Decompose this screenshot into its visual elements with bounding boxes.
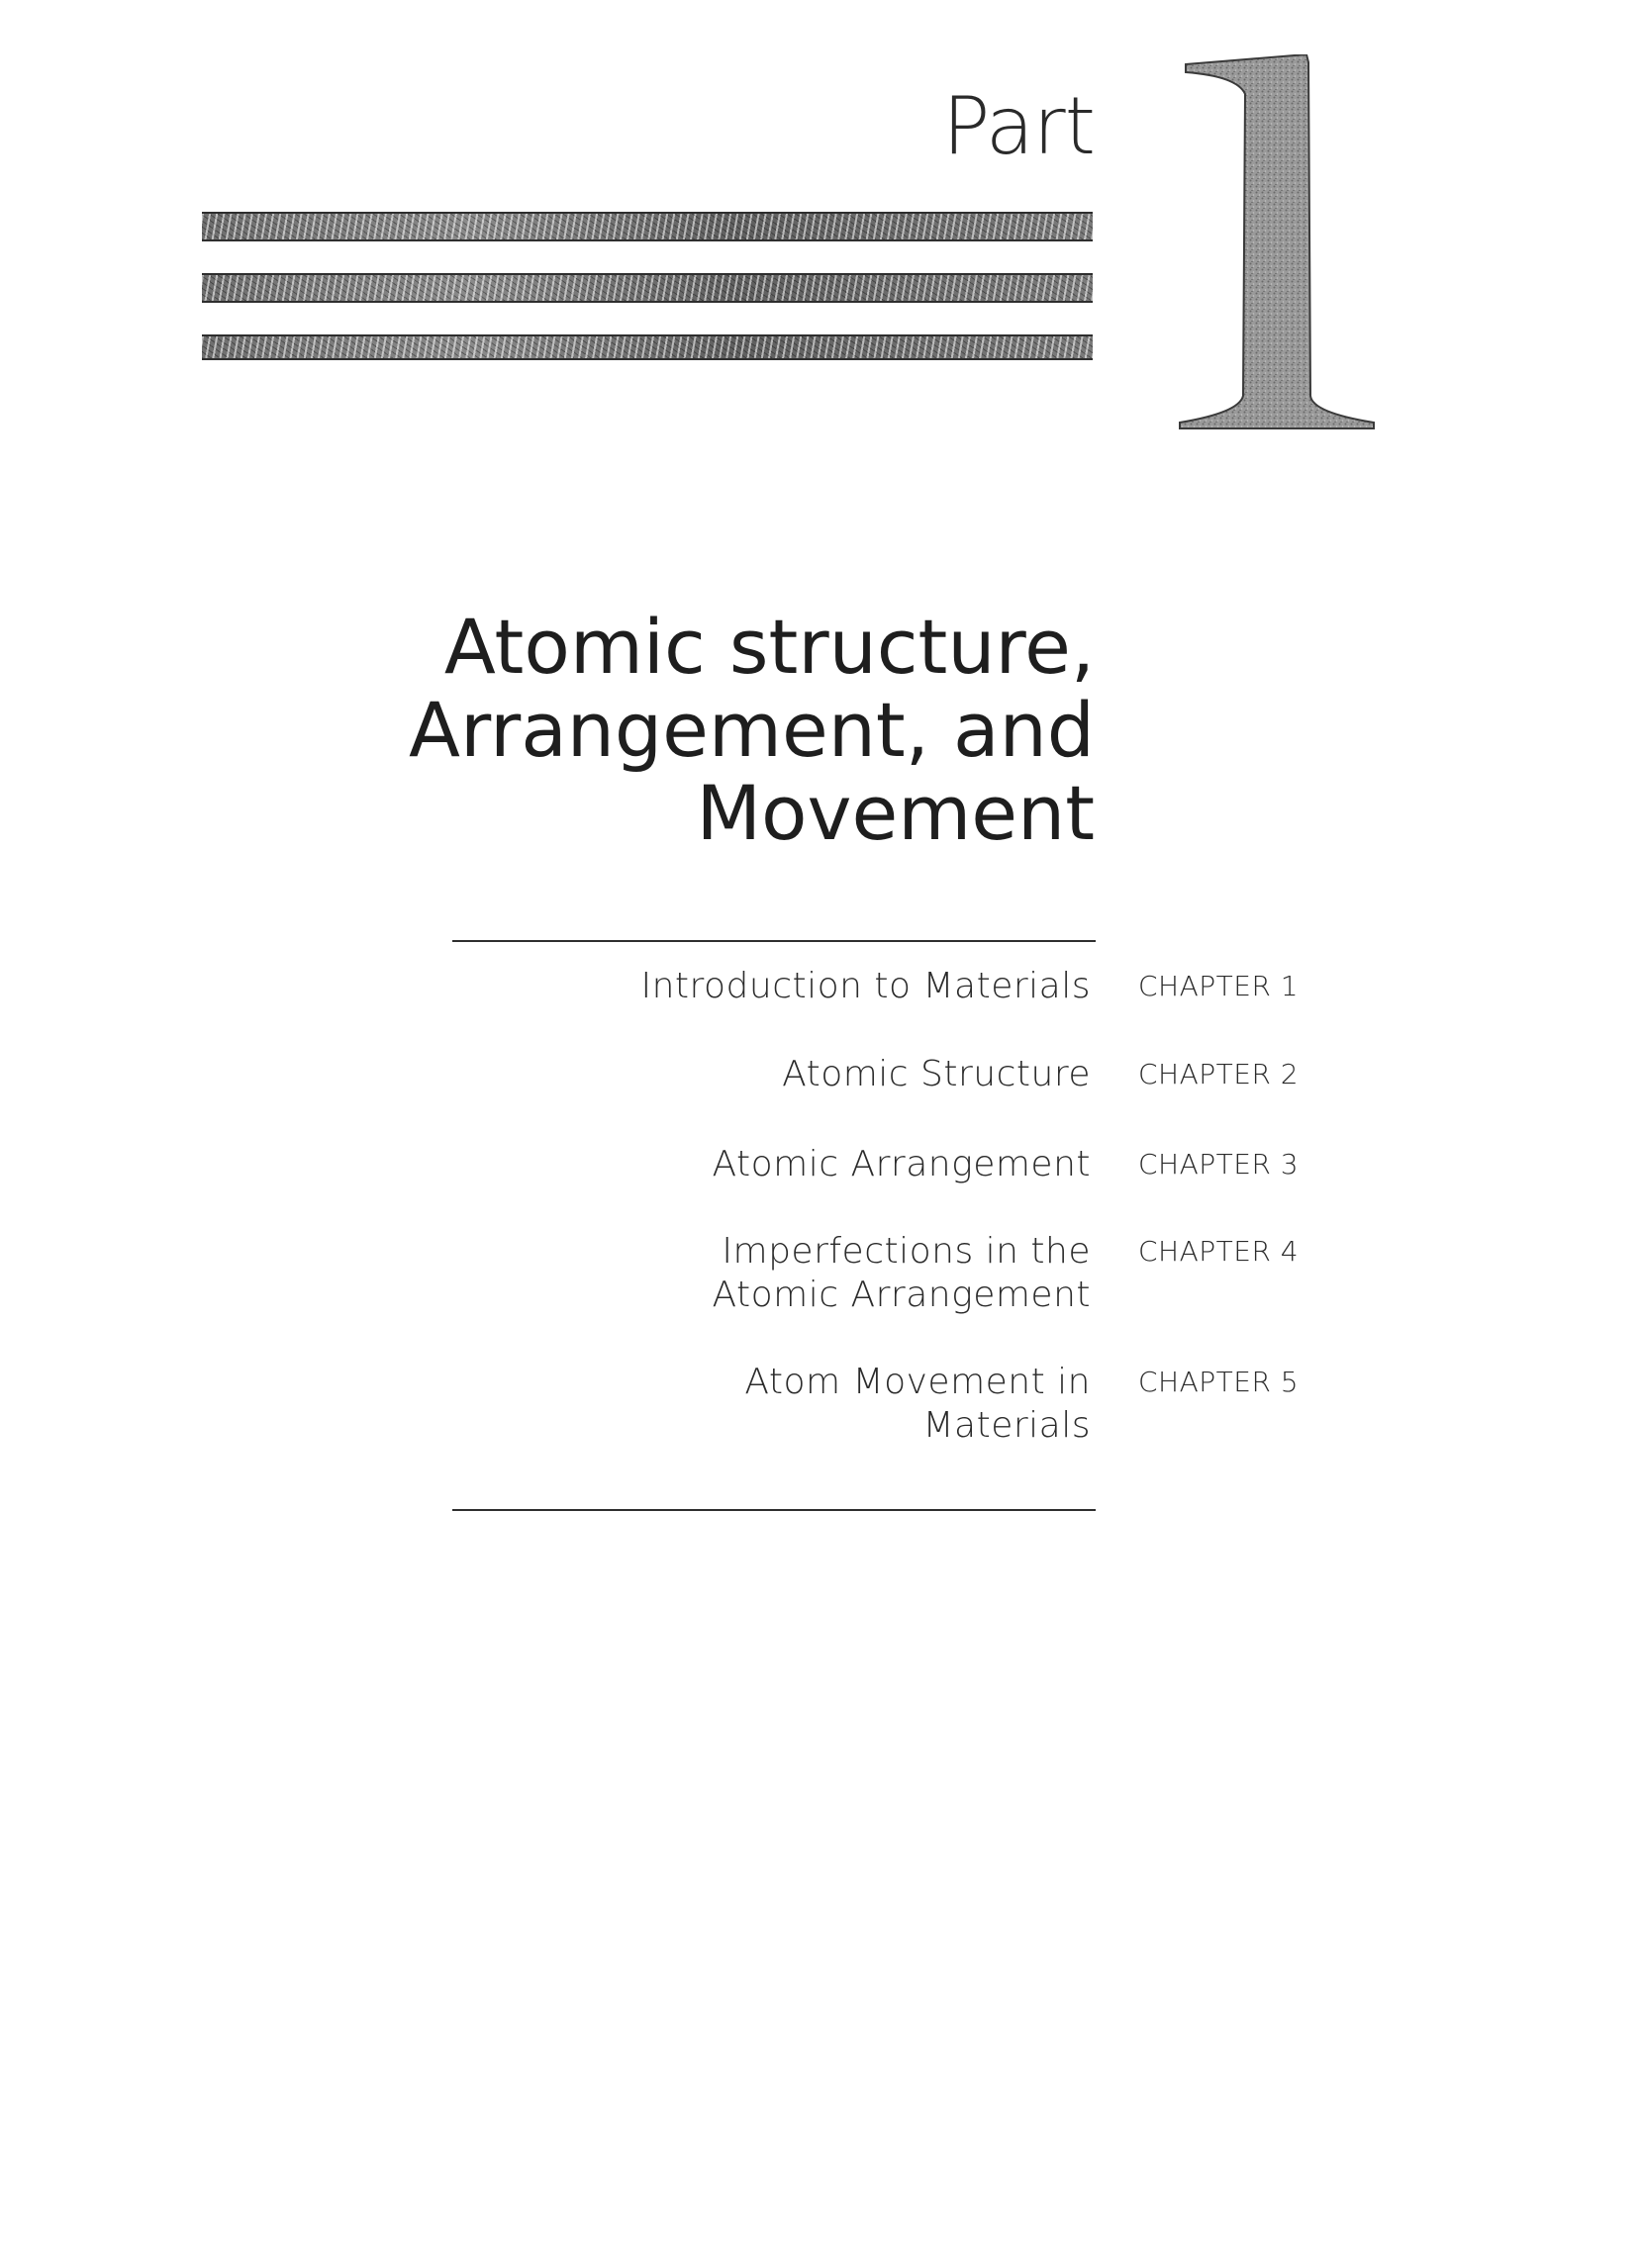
contents-bottom-rule <box>452 1509 1096 1511</box>
chapter-number: CHAPTER 4 <box>1138 1235 1300 1268</box>
decorative-bar-3 <box>202 334 1093 360</box>
part-title <box>409 603 1095 857</box>
decorative-bar-1 <box>202 212 1093 241</box>
part-title-line-2: Arrangement, and <box>409 686 1095 774</box>
part-number-text: 1 <box>1277 244 1284 255</box>
chapter-title: Introduction to Materials <box>640 966 1091 1006</box>
contents-top-rule <box>452 940 1096 942</box>
chapter-title: Atomic Structure <box>782 1054 1091 1094</box>
chapter-number: CHAPTER 5 <box>1138 1366 1300 1398</box>
chapter-number: CHAPTER 1 <box>1138 970 1300 1002</box>
part-title-line-3: Movement <box>696 769 1095 857</box>
part-number-numeral <box>1178 54 1376 430</box>
chapter-title: Atomic Arrangement <box>712 1144 1091 1184</box>
chapter-number: CHAPTER 3 <box>1138 1148 1300 1181</box>
part-title-line-1: Atomic structure, <box>443 603 1095 691</box>
part-label: Part <box>942 80 1095 172</box>
chapter-number: CHAPTER 2 <box>1138 1058 1300 1090</box>
decorative-bar-2 <box>202 273 1093 303</box>
chapter-title: Imperfections in the Atomic Arrangement <box>712 1231 1091 1315</box>
chapter-title: Atom Movement in Materials <box>744 1362 1091 1446</box>
